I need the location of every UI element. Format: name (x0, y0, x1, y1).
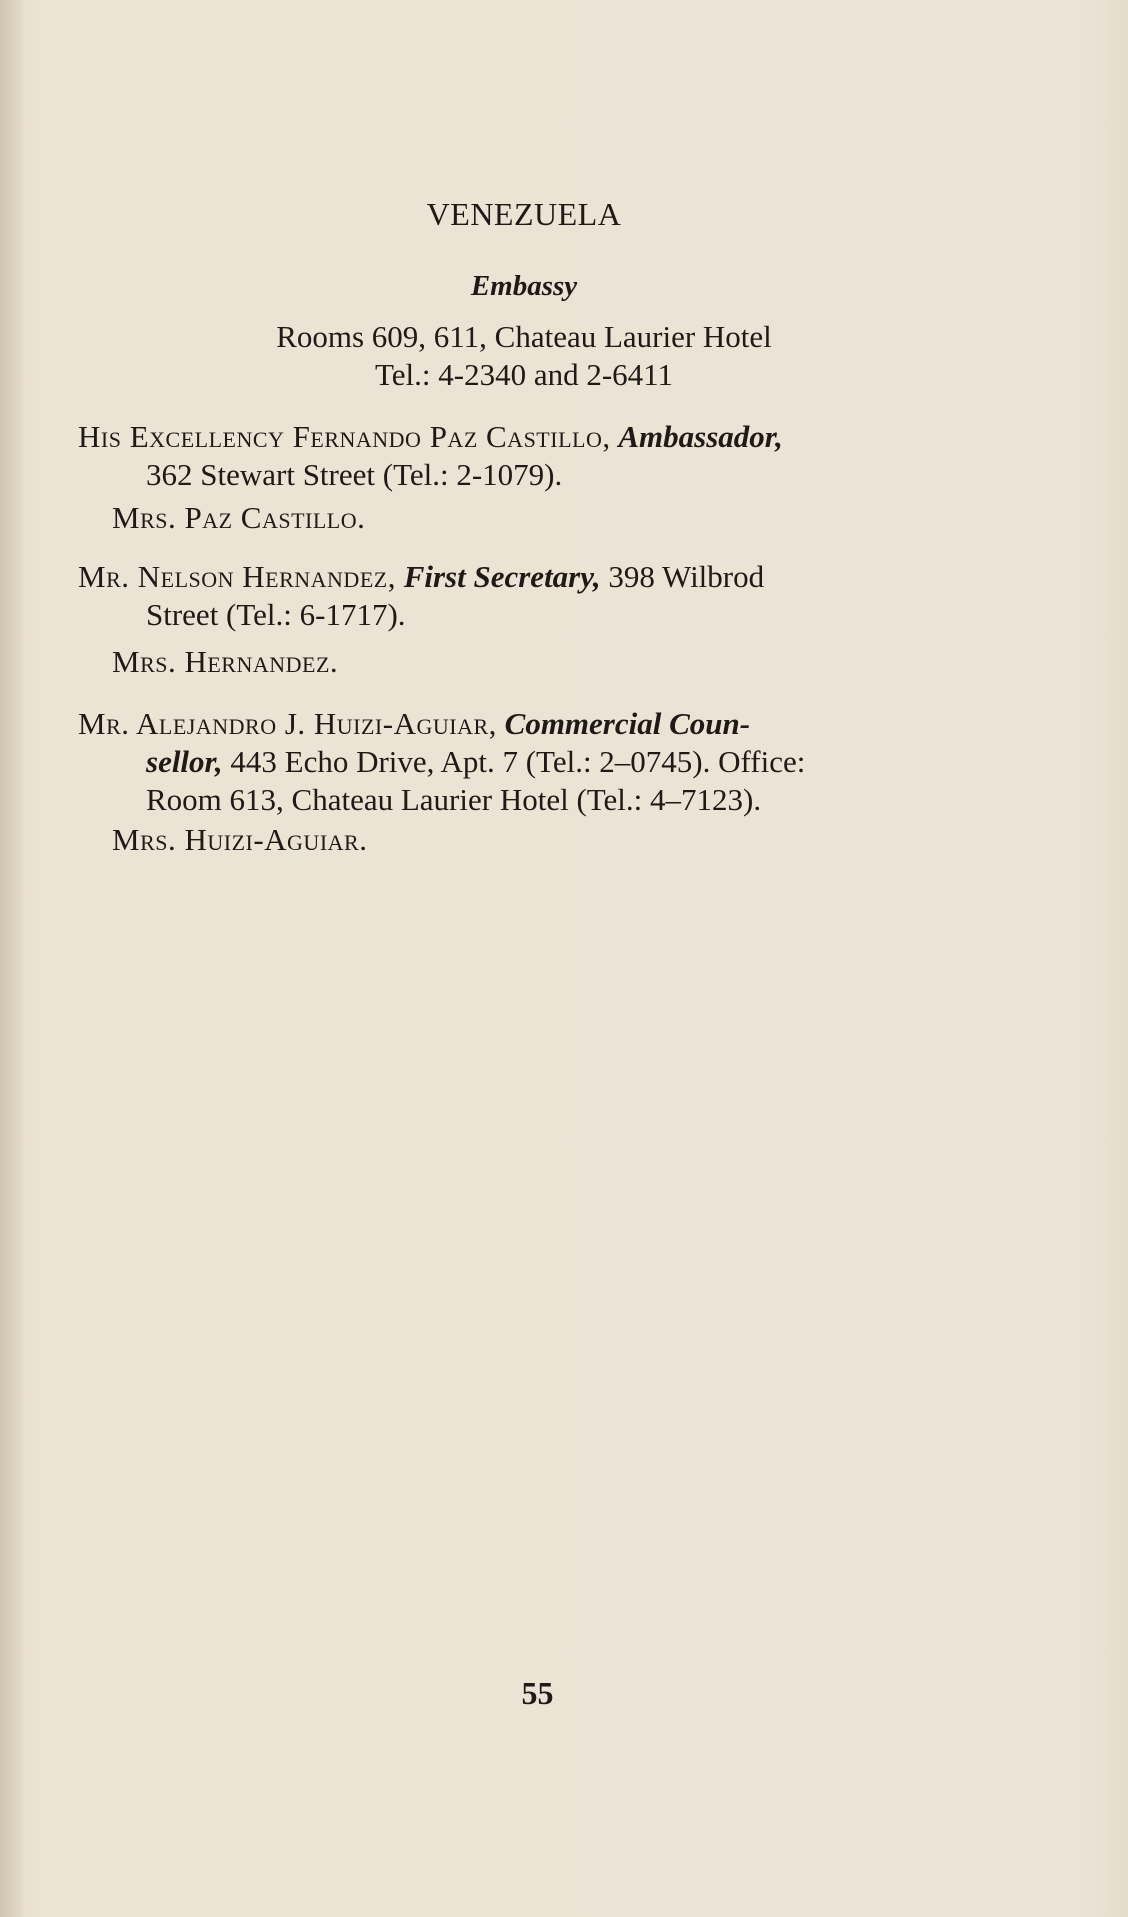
entry-title: Commercial Coun- (504, 706, 751, 741)
directory-entry-commercial-counsellor (78, 705, 988, 819)
directory-entry-first-secretary (78, 558, 988, 634)
entry-title: Ambassador, (618, 419, 783, 454)
entry-name: Mr. Alejandro J. Huizi-Aguiar, (78, 706, 497, 741)
country-heading: VENEZUELA (426, 196, 622, 232)
address-line-1: Rooms 609, 611, Chateau Laurier Hotel (276, 319, 772, 354)
section-subtitle: Embassy (470, 270, 578, 302)
entry-spouse: Mrs. Paz Castillo. (112, 500, 366, 535)
page-number: 55 (521, 1675, 554, 1711)
entry-continuation: Street (Tel.: 6-1717). (146, 597, 406, 632)
entry-title: First Secretary, (403, 559, 601, 594)
entry-line1-tail: 398 Wilbrod (608, 559, 765, 594)
entry-continuation: 362 Stewart Street (Tel.: 2-1079). (146, 457, 563, 492)
entry-continuation-2: Room 613, Chateau Laurier Hotel (Tel.: 4–7123). (146, 782, 762, 817)
directory-entry-ambassador (78, 418, 988, 494)
entry-spouse: Mrs. Huizi-Aguiar. (112, 822, 368, 857)
entry-spouse: Mrs. Hernandez. (112, 644, 339, 679)
embassy-address (0, 318, 1048, 394)
entry-title-continuation: sellor, (146, 744, 223, 779)
entry-name: Mr. Nelson Hernandez, (78, 559, 396, 594)
address-line-2: Tel.: 4-2340 and 2-6411 (374, 357, 673, 392)
entry-name: His Excellency Fernando Paz Castillo, (78, 419, 611, 454)
entry-continuation: 443 Echo Drive, Apt. 7 (Tel.: 2–0745). Office: (230, 744, 806, 779)
